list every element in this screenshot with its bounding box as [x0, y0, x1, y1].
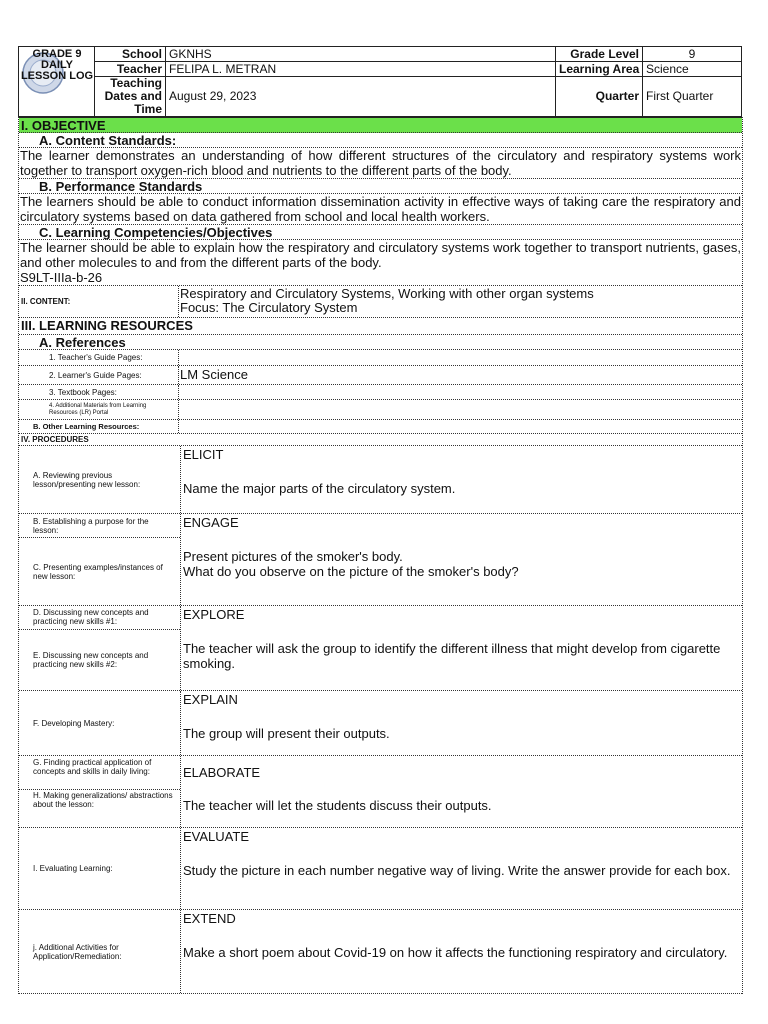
procedures-heading: IV. PROCEDURES [19, 434, 742, 446]
dates-value: August 29, 2023 [166, 77, 556, 117]
procedure-de-content [181, 606, 742, 690]
procedure-d-heading: EXPLORE [183, 607, 245, 622]
procedure-row-j [19, 910, 742, 994]
procedure-row-de [19, 606, 742, 691]
school-value: GKNHS [166, 47, 556, 62]
other-resources-value [179, 420, 742, 433]
procedure-h-label: H. Making generalizations/ abstractions about the lesson: [33, 791, 173, 809]
content-value [179, 286, 742, 317]
procedure-i-content [181, 828, 742, 909]
procedure-bc-labels [19, 514, 181, 605]
reference-row [19, 385, 742, 400]
lesson-body [18, 117, 743, 994]
dates-label: Teaching Dates and Time [95, 77, 166, 117]
reference-value: LM Science [180, 367, 248, 382]
procedure-a-content [181, 446, 742, 513]
procedure-a-label: A. Reviewing previous lesson/presenting new lesson: [19, 446, 181, 513]
procedure-d-label: D. Discussing new concepts and practicing new skills #1: [19, 606, 180, 630]
procedure-f-heading: EXPLAIN [183, 692, 238, 707]
quarter-value: First Quarter [643, 77, 742, 117]
reference-label: 3. Textbook Pages: [19, 385, 179, 399]
references-heading: A. References [19, 335, 742, 350]
quarter-label: Quarter [556, 77, 643, 117]
reference-row [19, 366, 742, 385]
procedure-f-label: F. Developing Mastery: [19, 691, 181, 755]
procedure-c-label: C. Presenting examples/instances of new lesson: [33, 562, 163, 581]
competencies-text: The learner should be able to explain how the respiratory and circulatory systems work together to transport nutrients, gases, and other molecules to and from the different parts of the body. [20, 240, 741, 270]
learning-area-value: Science [643, 62, 742, 77]
procedure-b-heading: ENGAGE [183, 515, 239, 530]
school-label: School [95, 47, 166, 62]
procedure-f-content [181, 691, 742, 755]
procedure-j-text: Make a short poem about Covid-19 on how it affects the functioning respiratory and circulatory. [183, 945, 728, 960]
reference-value [179, 400, 742, 419]
procedure-bc-content [181, 514, 742, 605]
reference-label: 4. Additional Materials from Learning Resources (LR) Portal [19, 400, 179, 419]
procedure-row-a [19, 446, 742, 514]
procedure-a-heading: ELICIT [183, 447, 224, 462]
procedure-a-text: Name the major parts of the circulatory system. [183, 481, 456, 496]
competencies-heading: C. Learning Competencies/Objectives [19, 225, 742, 240]
other-resources-row [19, 420, 742, 434]
procedure-row-f [19, 691, 742, 756]
procedure-i-text: Study the picture in each number negative way of living. Write the answer provide for each box. [183, 863, 731, 878]
content-line-2: Focus: The Circulatory System [180, 300, 358, 315]
performance-standards-heading: B. Performance Standards [19, 179, 742, 194]
content-standards-heading: A. Content Standards: [19, 133, 742, 148]
objective-heading: I. OBJECTIVE [19, 117, 742, 133]
lesson-log-page [18, 46, 741, 994]
logo-cell [19, 47, 95, 117]
procedure-j-label: j. Additional Activities for Application/Remediation: [19, 910, 181, 993]
procedure-gh-labels [19, 756, 181, 827]
other-resources-label: B. Other Learning Resources: [19, 420, 179, 433]
procedure-f-text: The group will present their outputs. [183, 726, 390, 741]
procedure-c-text-1: Present pictures of the smoker's body. [183, 549, 403, 564]
procedure-j-content [181, 910, 742, 993]
reference-row [19, 350, 742, 366]
learning-resources-heading: III. LEARNING RESOURCES [19, 318, 742, 335]
procedure-de-labels [19, 606, 181, 690]
procedure-i-heading: EVALUATE [183, 829, 249, 844]
performance-standards-text: The learners should be able to conduct information dissemination activity in effective ways of taking care the respiratory and circulatory systems based on data gathered from school and local health workers. [20, 194, 741, 224]
reference-value [179, 385, 742, 399]
header-table [18, 46, 742, 117]
grade-level-label: Grade Level [556, 47, 643, 62]
competency-code: S9LT-IIIa-b-26 [19, 270, 742, 286]
reference-label: 1. Teacher's Guide Pages: [19, 350, 179, 365]
procedure-gh-content [181, 756, 742, 827]
teacher-label: Teacher [95, 62, 166, 77]
procedure-h-text: The teacher will let the students discuss their outputs. [183, 798, 492, 813]
content-standards-text: The learner demonstrates an understanding of how different structures of the circulatory and respiratory systems work together to transport oxygen-rich blood and nutrients to the different parts of the body. [20, 148, 741, 178]
learning-area-label: Learning Area [556, 62, 643, 77]
logo-text: GRADE 9 DAILY LESSON LOG [20, 48, 94, 82]
procedure-g-heading: ELABORATE [183, 765, 261, 780]
content-line-1: Respiratory and Circulatory Systems, Working with other organ systems [180, 286, 594, 301]
reference-label: 2. Learner's Guide Pages: [19, 366, 179, 384]
reference-row [19, 400, 742, 420]
grade-level-value: 9 [643, 47, 742, 62]
procedure-i-label: I. Evaluating Learning: [19, 828, 181, 909]
content-row [19, 286, 742, 318]
procedure-j-heading: EXTEND [183, 911, 236, 926]
procedure-c-text-2: What do you observe on the picture of the smoker's body? [183, 564, 519, 579]
procedure-g-label: G. Finding practical application of concepts and skills in daily living: [19, 756, 180, 790]
content-label: II. CONTENT: [19, 286, 179, 317]
reference-value [179, 350, 742, 365]
procedure-e-label: E. Discussing new concepts and practicing new skills #2: [33, 651, 149, 669]
procedure-b-label: B. Establishing a purpose for the lesson: [19, 514, 180, 538]
procedure-row-i [19, 828, 742, 910]
procedure-row-bc [19, 514, 742, 606]
procedure-e-text: The teacher will ask the group to identify the different illness that might develop from cigarette smoking. [183, 641, 721, 671]
teacher-value: FELIPA L. METRAN [166, 62, 556, 77]
procedure-row-gh [19, 756, 742, 828]
